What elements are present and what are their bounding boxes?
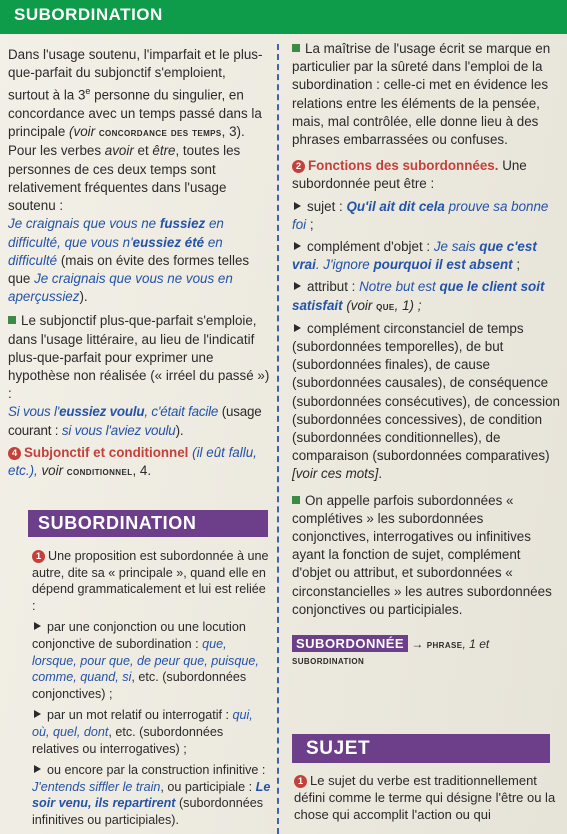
- item-complement-circonstanciel: complément circonstanciel de temps (subordonnées temporelles), de but (subordonnées finales), de cause (subordonnées causales), de conséquence (subordonnées consécutives), de concession (subordonnées concessives), de condition (subordonnées conditionnelles), de comparaison (subordonnées comparatives) [voir ces mots].: [292, 320, 560, 482]
- item-sujet: sujet : Qu'il ait dit cela prouve sa bonne foi ;: [292, 198, 549, 232]
- xref-subordination[interactable]: subordination: [292, 655, 365, 668]
- panel-item-conjonction: par une conjonction ou une locution conjonctive de subordination : que, lorsque, pour que, de peur que, puisque, comme, quand, si, etc. (subordonnées conjonctives) ;: [32, 620, 259, 701]
- paragraph-plus-que-parfait: Le subjonctif plus-que-parfait s'emploie, dans l'usage littéraire, au lieu de l'indicatif plus-que-parfait pour exprimer une hypothèse non réalisée (« irréel du passé ») :: [8, 313, 270, 402]
- paragraph-usage-soutenu: Dans l'usage soutenu, l'imparfait et le plus-que-parfait du subjonctif s'emploient, surtout à la 3e personne du singulier, en concordance avec un temps passé dans la principale (voir concordance des temps, 3). Pour les verbes avoir et être, toutes les personnes de ces deux temps sont relativement fréquentes dans l'usage soutenu :: [8, 47, 263, 214]
- header-band: [0, 0, 567, 34]
- number-1-icon: 1: [294, 775, 307, 788]
- triangle-bullet-icon: [294, 282, 301, 290]
- paragraph-maitrise: La maîtrise de l'usage écrit se marque en particulier par la sûreté dans l'emploi de la subordination : celle-ci met en évidence les relations entre les éléments de la pensée, mais, mal contrôlée, elle donne lieu à des phrases embarrassées ou confuses.: [292, 41, 551, 148]
- section-2-title: Fonctions des subordonnées.: [308, 158, 499, 174]
- arrow-right-icon: →: [411, 637, 424, 652]
- panel-intro: 1 Une proposition est subordonnée à une autre, dite sa « principale », quand elle en dépend grammaticalement et lui est reliée :: [32, 549, 269, 613]
- example-fussiez: Je craignais que vous ne fussiez en difficulté, que vous n'eussiez été en difficulté (mais on évite des formes telles que Je craignais que vous ne vous en aperçussiez).: [8, 216, 250, 305]
- xref-subordonnee: SUBORDONNÉE → phrase, 1 et subordination: [292, 636, 490, 668]
- triangle-bullet-icon: [294, 324, 301, 332]
- square-bullet-icon: [292, 496, 300, 504]
- xref-conditionnel[interactable]: conditionnel: [66, 465, 133, 478]
- sujet-body: [294, 772, 560, 823]
- header-title: SUBORDINATION: [14, 5, 163, 24]
- number-2-icon: 2: [292, 160, 305, 173]
- square-bullet-icon: [8, 316, 16, 324]
- sujet-title-bar: SUJET: [292, 734, 550, 763]
- xref-ces-mots: [voir ces mots]: [292, 466, 379, 482]
- paragraph-completives: On appelle parfois subordonnées « complétives » les subordonnées conjonctives, interrogatives ou infinitives ayant la fonction de sujet, complément d'objet ou attribut, et subordonnées « circonstancielles » les autres subordonnées conjonctives ou participiales.: [292, 492, 552, 617]
- xref-que[interactable]: que: [376, 300, 395, 313]
- item-attribut: attribut : Notre but est que le client soit satisfait (voir que, 1) ;: [292, 279, 545, 313]
- xref-concordance[interactable]: concordance des temps: [98, 127, 222, 140]
- panel-body: [32, 548, 272, 829]
- sujet-definition: 1 Le sujet du verbe est traditionnellement défini comme le terme qui désigne l'être ou la chose qui accomplit l'action ou qui: [294, 773, 556, 822]
- section-4: 4 Subjonctif et conditionnel (il eût fallu, etc.), voir conditionnel, 4.: [8, 444, 257, 478]
- column-separator: [277, 44, 279, 834]
- section-2: 2 Fonctions des subordonnées. Une subordonnée peut être :: [292, 158, 527, 192]
- xref-phrase[interactable]: phrase: [426, 639, 463, 652]
- triangle-bullet-icon: [294, 202, 301, 210]
- left-column: [8, 46, 270, 481]
- panel-title-bar: SUBORDINATION: [28, 510, 268, 537]
- triangle-bullet-icon: [34, 622, 41, 630]
- triangle-bullet-icon: [34, 710, 41, 718]
- square-bullet-icon: [292, 44, 300, 52]
- number-1-icon: 1: [32, 550, 45, 563]
- panel-item-infinitive: ou encore par la construction infinitive : J'entends siffler le train, ou participiale : Le soir venu, ils repartirent (subordonnées infinitives ou participiales).: [32, 763, 271, 827]
- right-column: [292, 40, 560, 669]
- triangle-bullet-icon: [294, 242, 301, 250]
- headword-subordonnee: SUBORDONNÉE: [292, 635, 408, 652]
- section-4-title: Subjonctif et conditionnel: [24, 444, 189, 460]
- panel-item-relatif: par un mot relatif ou interrogatif : qui, où, quel, dont, etc. (subordonnées relatives ou interrogatives) ;: [32, 708, 253, 756]
- item-complement-objet: complément d'objet : Je sais que c'est vrai. J'ignore pourquoi il est absent ;: [292, 239, 537, 273]
- example-eussiez-voulu: Si vous l'eussiez voulu, c'était facile (usage courant : si vous l'aviez voulu).: [8, 404, 262, 438]
- triangle-bullet-icon: [34, 765, 41, 773]
- number-4-icon: 4: [8, 447, 21, 460]
